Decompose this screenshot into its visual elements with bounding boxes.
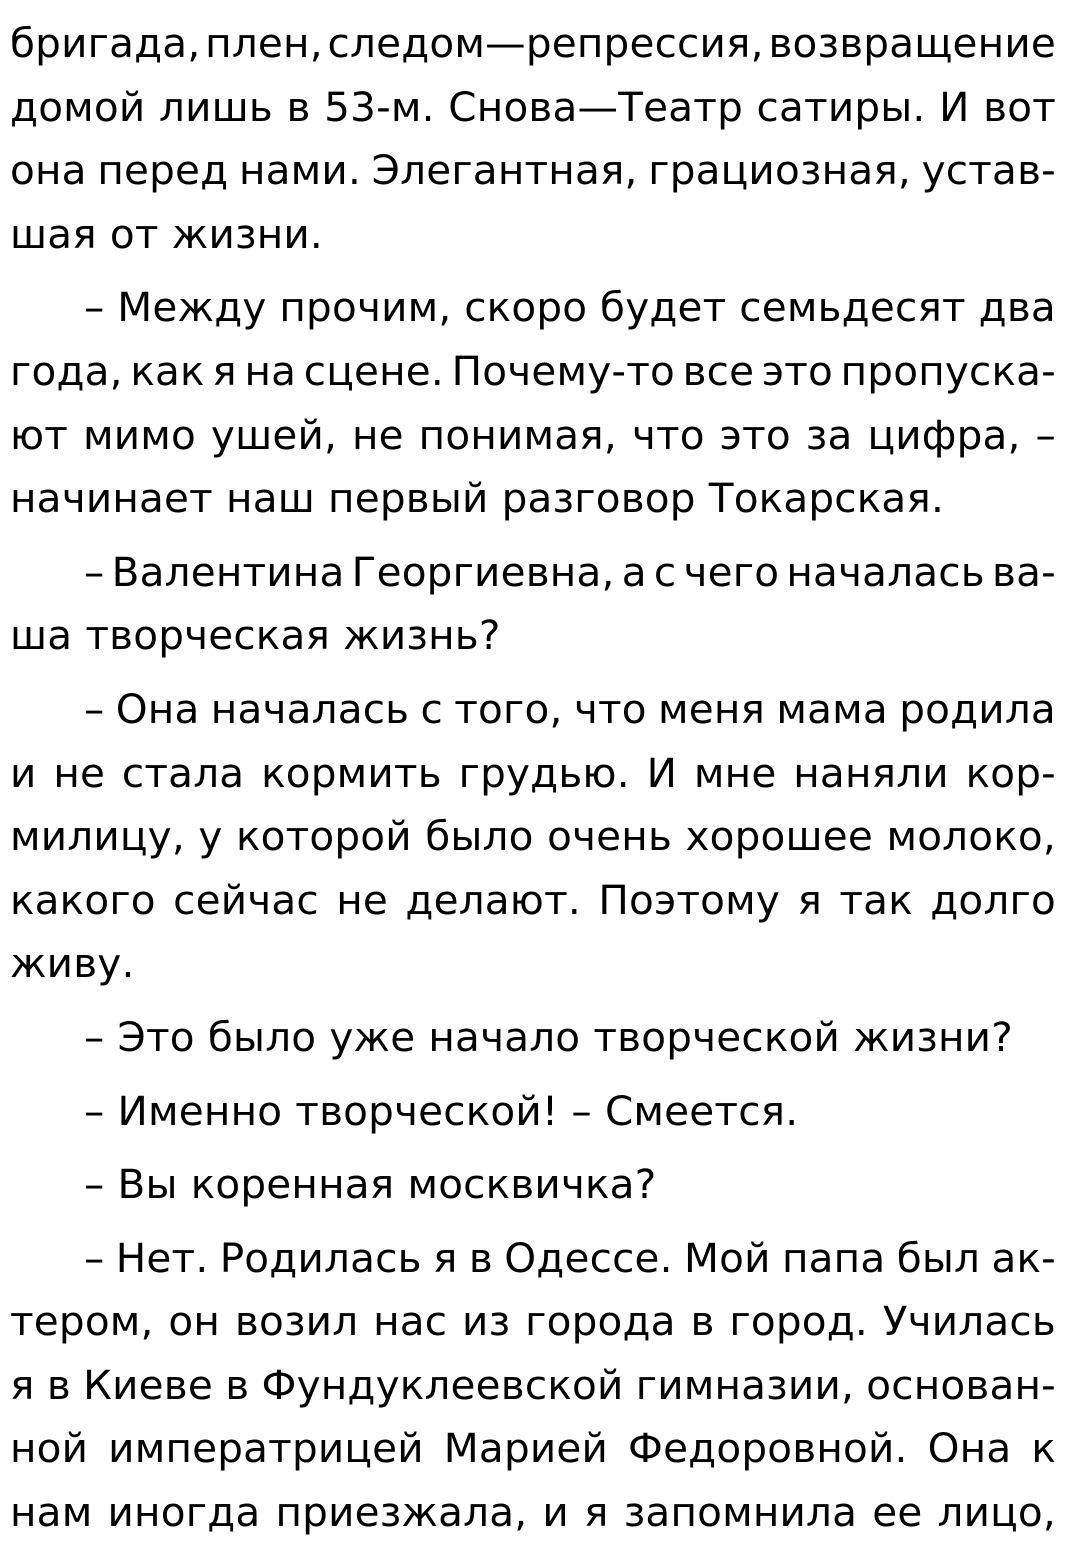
word: скоро: [464, 283, 588, 332]
word: понимая,: [418, 410, 617, 459]
word: какого: [10, 875, 156, 924]
word: не: [351, 410, 404, 459]
word: и: [542, 1488, 569, 1537]
word: это: [719, 410, 791, 459]
text-line: [10, 805, 1056, 869]
text-line: живу.: [10, 939, 135, 988]
word: Она: [115, 684, 200, 733]
word: И: [939, 82, 970, 131]
word: папа: [781, 1233, 886, 1282]
word: мимо: [83, 410, 197, 459]
word: было: [425, 812, 534, 861]
word: –: [84, 1233, 105, 1282]
word: нам: [10, 1488, 93, 1537]
word: И: [646, 748, 678, 797]
word: я: [212, 346, 237, 395]
word: тером,: [10, 1297, 154, 1346]
text-line: [10, 340, 1056, 404]
word: город.: [729, 1297, 868, 1346]
word: на: [244, 346, 297, 395]
word: как: [130, 346, 205, 395]
word: сатиры.: [756, 82, 926, 131]
word: лицо,: [937, 1488, 1056, 1537]
text-line: [10, 404, 1056, 468]
word: того,: [454, 684, 563, 733]
word: наняли: [793, 748, 949, 797]
text-line: ша творческая жизнь?: [10, 611, 501, 660]
word: он: [168, 1297, 221, 1346]
word: из: [462, 1297, 511, 1346]
word: так: [839, 875, 913, 924]
text-line: [10, 869, 1056, 933]
text-line: [10, 12, 1056, 76]
word: и: [10, 748, 37, 797]
word: мне: [693, 748, 777, 797]
word: возвращение: [768, 19, 1056, 67]
word: –: [84, 283, 105, 332]
text-line: [10, 76, 1056, 140]
word: мама: [776, 684, 888, 733]
word: все: [682, 346, 755, 395]
text-line: [10, 541, 1056, 605]
word: Родилась: [219, 1233, 422, 1282]
word: лишь: [159, 82, 273, 131]
word: –: [84, 547, 105, 596]
word: Марией: [443, 1424, 609, 1473]
word: Почему-то: [451, 346, 675, 395]
word: за: [805, 410, 853, 459]
word: пропуска-: [840, 346, 1056, 395]
word: Мой: [684, 1233, 771, 1282]
word: –: [84, 684, 105, 733]
word: чего: [683, 547, 780, 596]
word: плен,: [205, 19, 323, 67]
word: Федоровной.: [628, 1424, 908, 1473]
word: бригада,: [10, 19, 201, 67]
word: был: [896, 1233, 981, 1282]
word: что: [631, 410, 705, 459]
word: очень: [547, 812, 673, 861]
text-line: [10, 1227, 1056, 1291]
text-line: [10, 1354, 1056, 1418]
word: Училась: [882, 1297, 1056, 1346]
word: ушей,: [210, 410, 338, 459]
text-line: [10, 1417, 1056, 1481]
word: родила: [899, 684, 1056, 733]
word: приезжала,: [275, 1488, 528, 1537]
word: я: [584, 1488, 609, 1537]
word: города: [525, 1297, 676, 1346]
word: сейчас: [173, 875, 319, 924]
word: кормить: [261, 748, 442, 797]
word: с: [653, 547, 677, 596]
word: началась: [210, 684, 410, 733]
word: Поэтому: [598, 875, 781, 924]
word: меня: [658, 684, 766, 733]
word: это: [761, 346, 834, 395]
word: Снова—Театр: [448, 82, 743, 131]
word: в: [46, 1360, 71, 1409]
word: запомнила: [623, 1488, 858, 1537]
word: стала: [121, 748, 245, 797]
word: не: [336, 875, 389, 924]
word: Нет.: [115, 1233, 209, 1282]
word: возил: [234, 1297, 359, 1346]
word: устав-: [921, 146, 1056, 195]
word: следом—репрессия,: [327, 19, 764, 67]
word: грудью.: [458, 748, 630, 797]
word: Одессе.: [504, 1233, 673, 1282]
word: с: [420, 684, 443, 733]
word: Георгиевна,: [351, 547, 615, 596]
word: вот: [983, 82, 1056, 131]
word: Киеве: [83, 1360, 213, 1409]
text-line: [10, 742, 1056, 806]
word: к: [1031, 1424, 1056, 1473]
word: два: [978, 283, 1056, 332]
word: Фундуклеевской: [261, 1360, 624, 1409]
word: не: [53, 748, 106, 797]
word: императрицей: [108, 1424, 424, 1473]
text-line: [10, 1481, 1056, 1545]
word: года,: [10, 346, 123, 395]
word: нами.: [238, 146, 362, 195]
word: ной: [10, 1424, 89, 1473]
word: в: [690, 1297, 715, 1346]
text-line: [10, 139, 1056, 203]
word: семьдесят: [739, 283, 966, 332]
word: Валентина: [111, 547, 345, 596]
text-line: [10, 678, 1056, 742]
word: в: [468, 1233, 493, 1282]
word: ют: [10, 410, 69, 459]
word: ак-: [991, 1233, 1056, 1282]
word: я: [797, 875, 823, 924]
word: сцене.: [303, 346, 444, 395]
book-page: [10, 12, 1056, 1545]
word: которой: [235, 812, 412, 861]
text-line: начинает наш первый разговор Токарская.: [10, 474, 945, 523]
word: грациозная,: [648, 146, 911, 195]
word: в: [225, 1360, 250, 1409]
word: у: [198, 812, 223, 861]
word: долго: [930, 875, 1056, 924]
word: я: [432, 1233, 458, 1282]
text-line: – Именно творческой! – Смеется.: [84, 1086, 799, 1135]
word: она: [10, 146, 87, 195]
word: –: [1035, 410, 1056, 459]
word: Она: [927, 1424, 1012, 1473]
word: молоко,: [886, 812, 1056, 861]
word: перед: [97, 146, 229, 195]
word: ва-: [992, 547, 1056, 596]
word: основан-: [866, 1360, 1056, 1409]
text-line: [10, 276, 1056, 340]
word: началась: [786, 547, 985, 596]
word: я: [10, 1360, 35, 1409]
word: иногда: [107, 1488, 261, 1537]
word: хорошее: [685, 812, 874, 861]
word: нас: [373, 1297, 448, 1346]
word: прочим,: [279, 283, 452, 332]
text-line: – Это было уже начало творческой жизни?: [84, 1012, 1013, 1061]
word: ее: [872, 1488, 923, 1537]
text-line: [10, 1290, 1056, 1354]
text-line: шая от жизни.: [10, 209, 323, 258]
word: Элегантная,: [371, 146, 638, 195]
word: кор-: [965, 748, 1056, 797]
word: домой: [10, 82, 146, 131]
word: гимназии,: [635, 1360, 855, 1409]
text-line: – Вы коренная москвичка?: [84, 1160, 657, 1209]
word: цифра,: [867, 410, 1021, 459]
word: а: [621, 547, 647, 596]
word: милицу,: [10, 812, 185, 861]
word: что: [573, 684, 647, 733]
word: будет: [600, 283, 727, 332]
word: 53-м.: [324, 82, 435, 131]
word: Между: [117, 283, 267, 332]
word: в: [286, 82, 311, 131]
word: делают.: [405, 875, 581, 924]
